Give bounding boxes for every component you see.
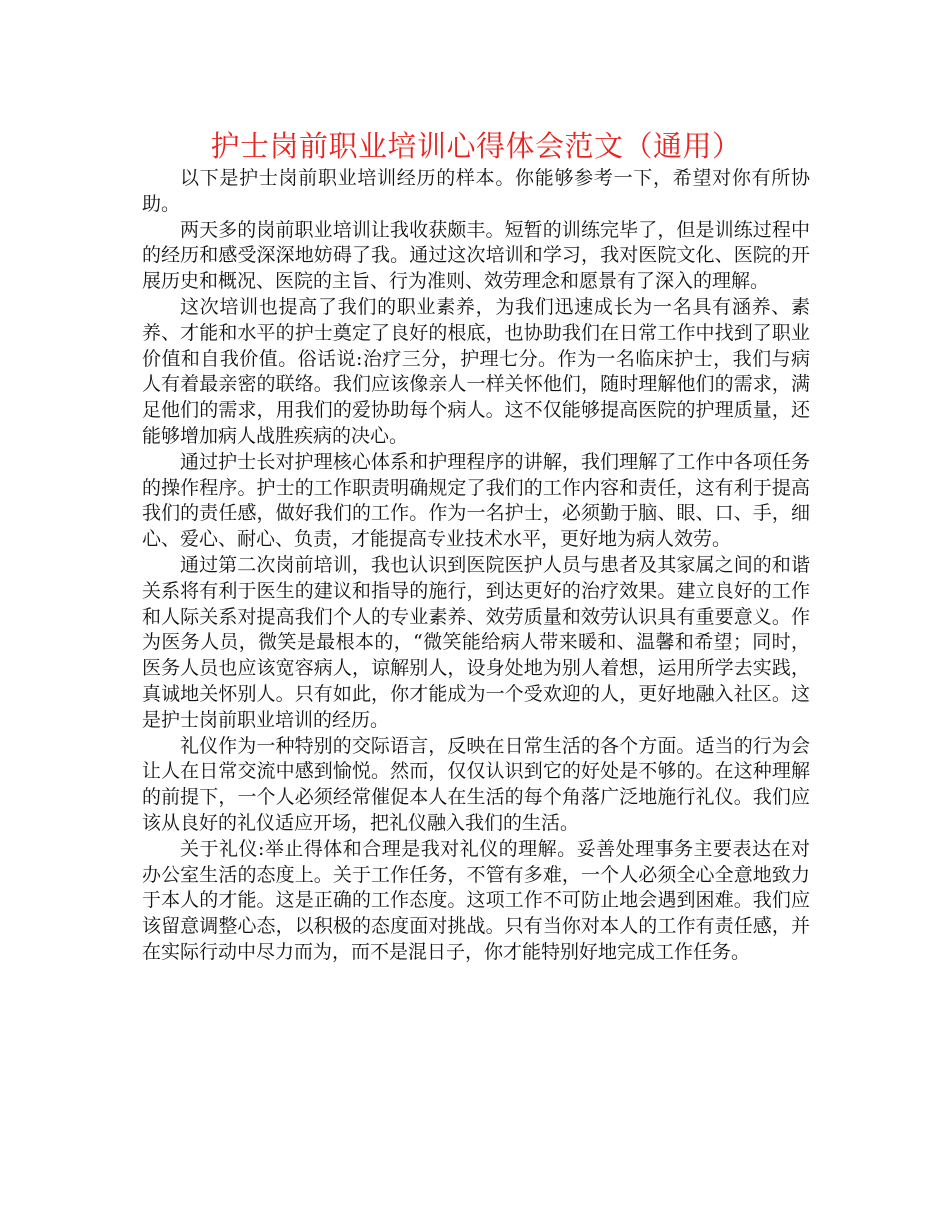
paragraph: 关于礼仪:举止得体和合理是我对礼仪的理解。妥善处理事务主要表达在对办公室生活的态度上。关于工作任务，不管有多难，一个人必须全心全意地致力于本人的才能。这是正确的工作态度。这项工作不可防止地会遇到困难。我们应该留意调整心态，以积极的态度面对挑战。只有当你对本人的工作有责任感，并在实际行动中尽力而为，而不是混日子，你才能特别好地完成工作任务。 <box>142 837 810 963</box>
paragraph: 两天多的岗前职业培训让我收获颇丰。短暂的训练完毕了，但是训练过程中的经历和感受深深地妨碍了我。通过这次培训和学习，我对医院文化、医院的开展历史和概况、医院的主旨、行为准则、效劳理念和愿景有了深入的理解。 <box>142 218 810 293</box>
document-body <box>142 166 810 966</box>
paragraph: 这次培训也提高了我们的职业素养，为我们迅速成长为一名具有涵养、素养、才能和水平的护士奠定了良好的根底，也协助我们在日常工作中找到了职业价值和自我价值。俗话说:治疗三分，护理七分。作为一名临床护士，我们与病人有着最亲密的联络。我们应该像亲人一样关怀他们，随时理解他们的需求，满足他们的需求，用我们的爱协助每个病人。这不仅能够提高医院的护理质量，还能够增加病人战胜疾病的决心。 <box>142 295 810 447</box>
document-page <box>142 126 810 966</box>
paragraph: 礼仪作为一种特别的交际语言，反映在日常生活的各个方面。适当的行为会让人在日常交流中感到愉悦。然而，仅仅认识到它的好处是不够的。在这种理解的前提下，一个人必须经常催促本人在生活的每个角落广泛地施行礼仪。我们应该从良好的礼仪适应开场，把礼仪融入我们的生活。 <box>142 734 810 834</box>
paragraph: 通过护士长对护理核心体系和护理程序的讲解，我们理解了工作中各项任务的操作程序。护士的工作职责明确规定了我们的工作内容和责任，这有利于提高我们的责任感，做好我们的工作。作为一名护士，必须勤于脑、眼、口、手，细心、爱心、耐心、负责，才能提高专业技术水平，更好地为病人效劳。 <box>142 450 810 551</box>
paragraph: 通过第二次岗前培训，我也认识到医院医护人员与患者及其家属之间的和谐关系将有利于医生的建议和指导的施行，到达更好的治疗效果。建立良好的工作和人际关系对提高我们个人的专业素养、效劳质量和效劳认识具有重要意义。作为医务人员，微笑是最根本的，“微笑能给病人带来暖和、温馨和希望；同时，医务人员也应该宽容病人，谅解别人，设身处地为别人着想，运用所学去实践，真诚地关怀别人。只有如此，你才能成为一个受欢迎的人，更好地融入社区。这是护士岗前职业培训的经历。 <box>142 553 810 731</box>
paragraph: 以下是护士岗前职业培训经历的样本。你能够参考一下，希望对你有所协助。 <box>142 167 810 215</box>
document-title: 护士岗前职业培训心得体会范文（通用） <box>210 129 742 163</box>
